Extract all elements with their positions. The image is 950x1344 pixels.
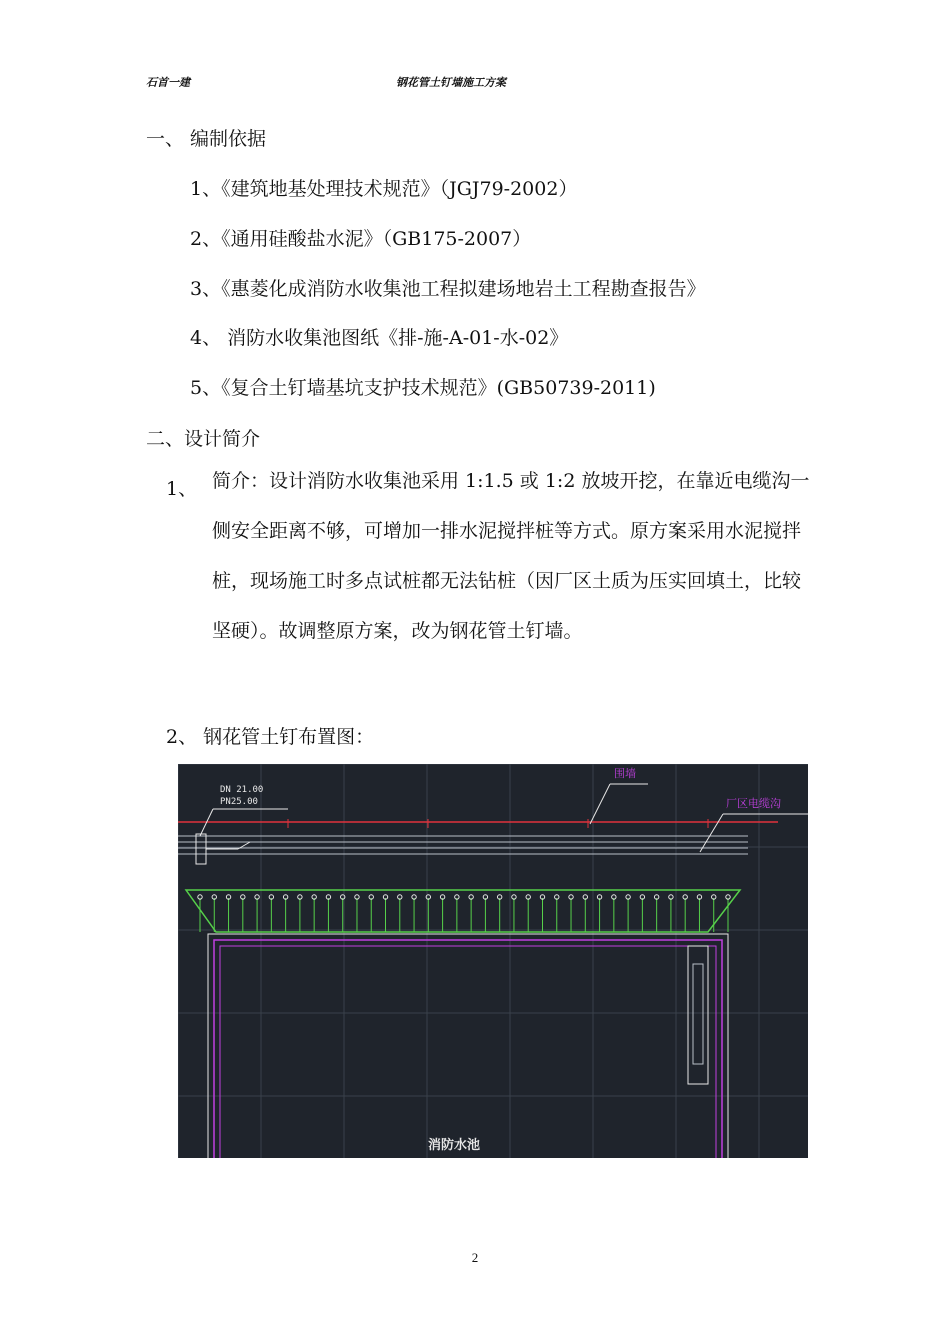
figure-label-pool: 消防水池 <box>428 1138 481 1153</box>
design-item2: 2、 钢花管土钉布置图： <box>166 726 375 748</box>
reference-item-2: 2、《通用硅酸盐水泥》（GB175-2007） <box>190 228 532 250</box>
soil-nail-layout-drawing <box>178 764 808 1158</box>
pool-outer-outline <box>208 934 728 1158</box>
left-fixture <box>196 834 206 864</box>
header-title: 钢花管土钉墙施工方案 <box>396 76 506 89</box>
section2-title: 二、设计简介 <box>146 428 261 450</box>
page-number: 2 <box>471 1250 479 1265</box>
reference-item-5: 5、《复合土钉墙基坑支护技术规范》(GB50739-2011) <box>190 377 656 399</box>
design-intro-text: 简介：设计消防水收集池采用 1:1.5 或 1:2 放坡开挖，在靠近电缆沟一侧安全距离不够，可增加一排水泥搅拌桩等方式。原方案采用水泥搅拌桩，现场施工时多点试桩都无法钻桩（因厂区土质为压实回填土，比较坚硬）。故调整原方案，改为钢花管土钉墙。 <box>212 470 810 642</box>
reference-item-1: 1、《建筑地基处理技术规范》（JGJ79-2002） <box>190 178 578 200</box>
trench-label-leader <box>700 814 723 852</box>
reference-item-3: 3、《惠菱化成消防水收集池工程拟建场地岩土工程勘查报告》 <box>190 278 706 300</box>
section1-title: 一、 编制依据 <box>146 128 267 150</box>
figure-label-wall: 围墙 <box>614 767 636 780</box>
pool-side-structure <box>688 946 708 1084</box>
pool-magenta-outline-1 <box>214 940 722 1158</box>
pool-magenta-outline-2 <box>220 946 716 1158</box>
design-intro-paragraph <box>190 468 810 668</box>
pool-side-inner <box>693 964 703 1064</box>
cad-grid <box>178 764 808 1158</box>
figure-small-label-2: PN25.00 <box>220 797 258 807</box>
figure-label-trench: 厂区电缆沟 <box>726 797 781 810</box>
cad-drawing <box>178 764 808 1158</box>
soil-nails-group <box>198 895 730 932</box>
figure-small-label-1: DN 21.00 <box>220 785 264 795</box>
design-item1-number: 1、 <box>166 478 198 500</box>
reference-item-4: 4、 消防水收集池图纸《排-施-A-01-水-02》 <box>190 327 569 349</box>
header-left: 石首一建 <box>146 76 190 89</box>
